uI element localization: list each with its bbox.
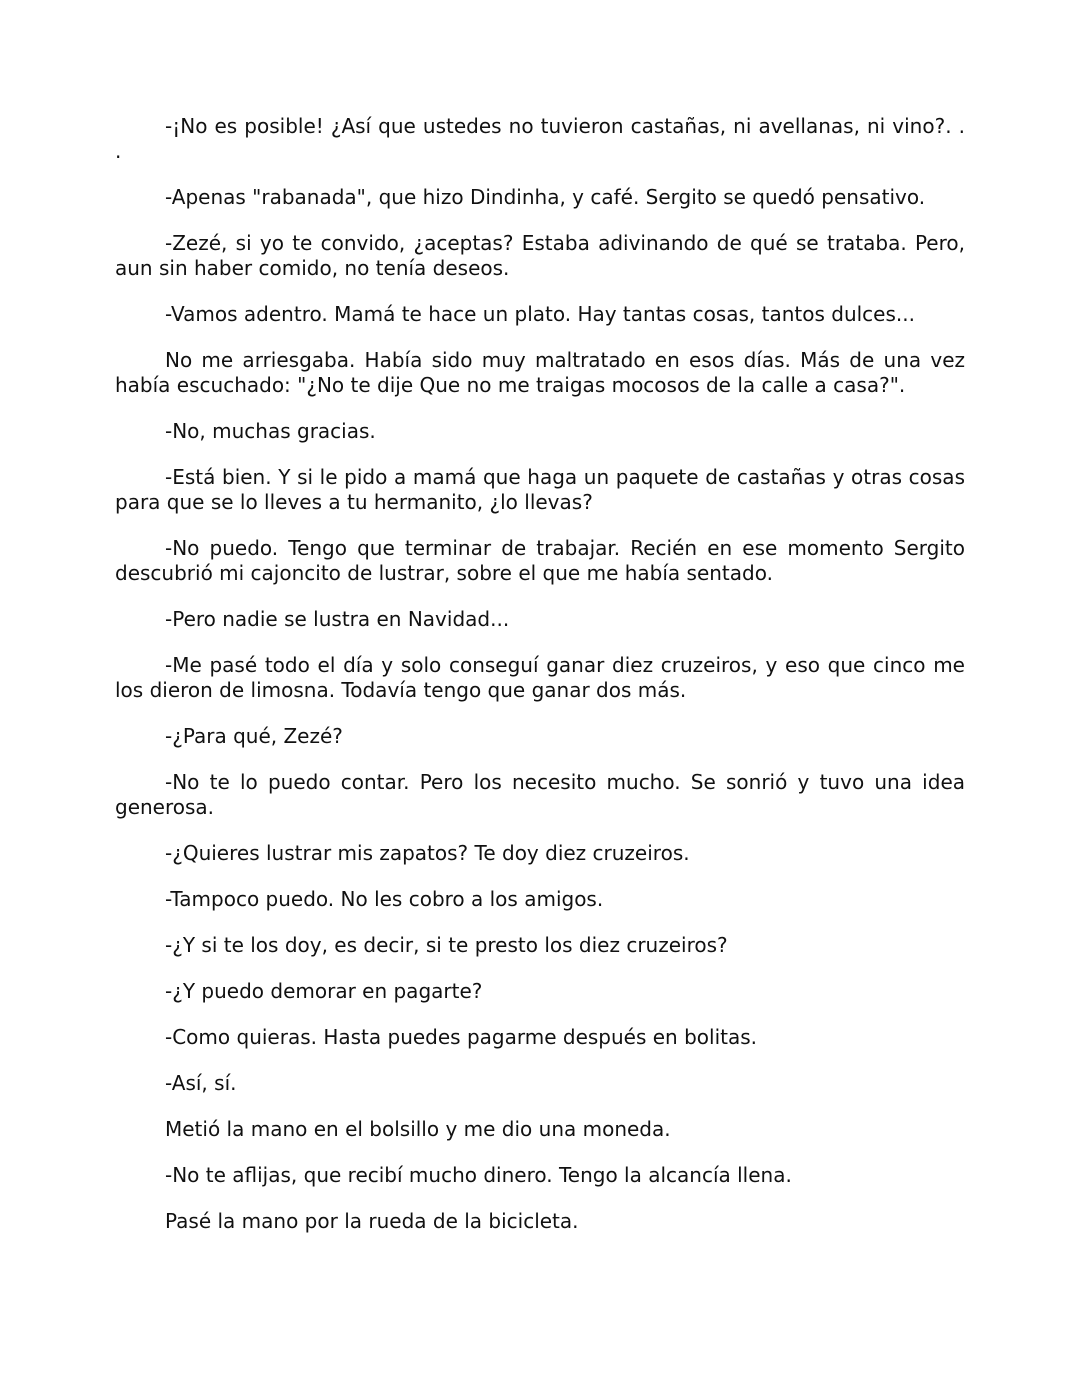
paragraph: -Me pasé todo el día y solo conseguí ganar diez cruzeiros, y eso que cinco me los dieron de limosna. Todavía tengo que ganar dos más. [115,653,965,702]
paragraph: -¿Y si te los doy, es decir, si te presto los diez cruzeiros? [165,933,728,957]
paragraph: Metió la mano en el bolsillo y me dio una moneda. [165,1117,671,1141]
paragraph: -No te aflijas, que recibí mucho dinero. Tengo la alcancía llena. [165,1163,792,1187]
document-page [115,114,965,1255]
paragraph: -No puedo. Tengo que terminar de trabajar. Recién en ese momento Sergito descubrió mi cajoncito de lustrar, sobre el que me había sentado. [115,536,965,585]
paragraph: -Está bien. Y si le pido a mamá que haga un paquete de castañas y otras cosas para que se lo lleves a tu hermanito, ¿lo llevas? [115,465,965,514]
paragraph: -Zezé, si yo te convido, ¿aceptas? Estaba adivinando de qué se trataba. Pero, aun sin haber comido, no tenía deseos. [115,231,965,280]
paragraph: -Pero nadie se lustra en Navidad... [165,607,510,631]
paragraph: -¿Para qué, Zezé? [165,724,343,748]
paragraph: -¡No es posible! ¿Así que ustedes no tuvieron castañas, ni avellanas, ni vino?. . . [115,114,965,163]
paragraph: -Así, sí. [165,1071,237,1095]
paragraph: -¿Quieres lustrar mis zapatos? Te doy diez cruzeiros. [165,841,690,865]
paragraph: -Como quieras. Hasta puedes pagarme después en bolitas. [165,1025,758,1049]
paragraph: -Tampoco puedo. No les cobro a los amigos. [165,887,604,911]
paragraph: -No, muchas gracias. [165,419,376,443]
paragraph: -No te lo puedo contar. Pero los necesito mucho. Se sonrió y tuvo una idea generosa. [115,770,965,819]
paragraph: -Vamos adentro. Mamá te hace un plato. Hay tantas cosas, tantos dulces... [165,302,915,326]
paragraph: Pasé la mano por la rueda de la bicicleta. [165,1209,579,1233]
paragraph: -¿Y puedo demorar en pagarte? [165,979,483,1003]
paragraph: No me arriesgaba. Había sido muy maltratado en esos días. Más de una vez había escuchado: "¿No te dije Que no me traigas mocosos de la calle a casa?". [115,348,965,397]
paragraph: -Apenas "rabanada", que hizo Dindinha, y café. Sergito se quedó pensativo. [165,185,926,209]
